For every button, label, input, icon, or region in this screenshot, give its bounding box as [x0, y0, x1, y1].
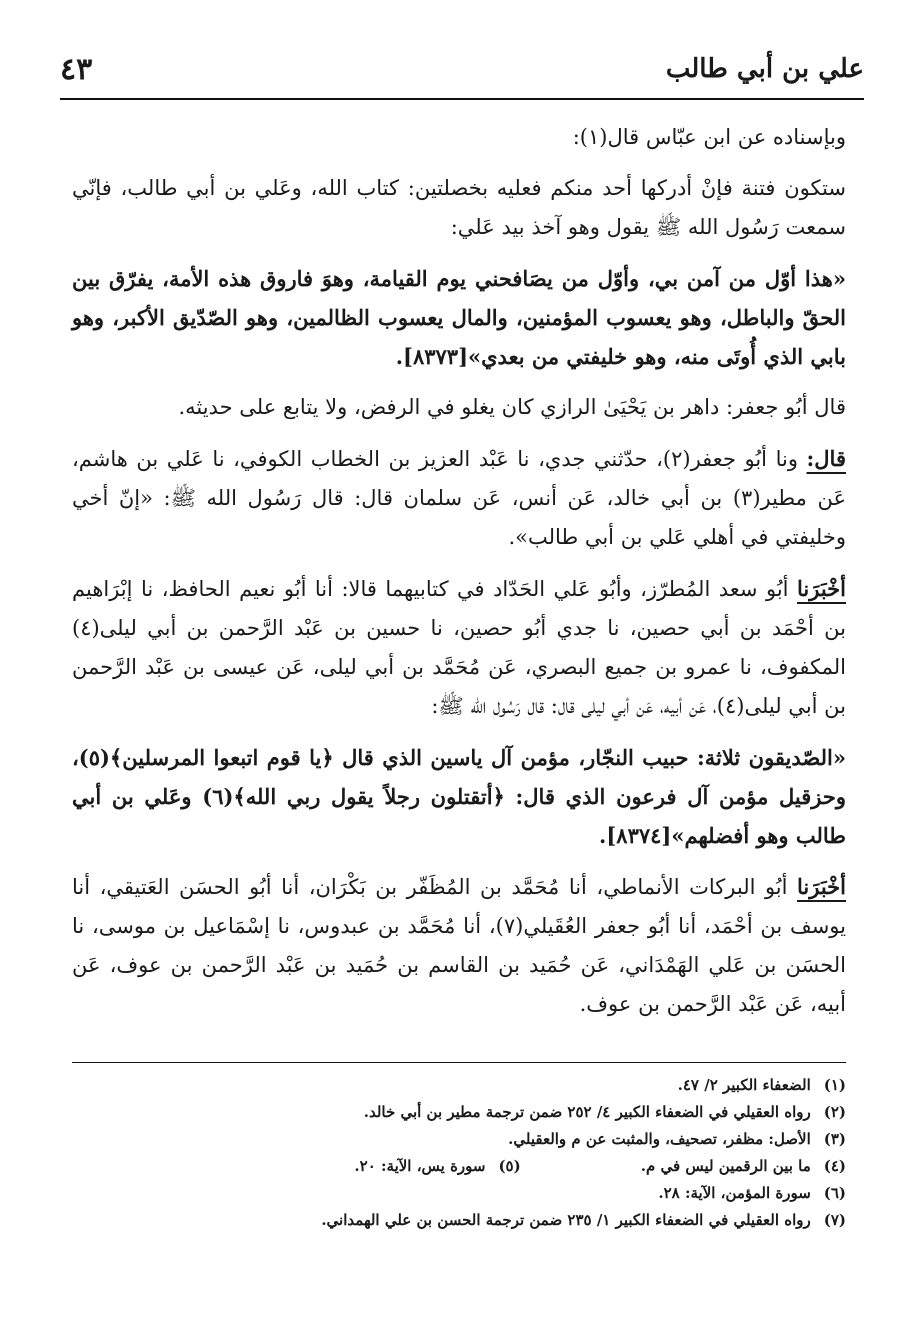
isnad-paragraph: أخْبَرَنا أبُو البركات الأنماطي، أنا مُحَمَّد بن المُظَفّر بن بَكْرَان، أنا أبُو الحسَن العَتيقي، أنا يوسف بن أحْمَد، أنا أبُو جعفر العُقَيلي(٧)، أنا مُحَمَّد بن عبدوس، نا إسْمَاعيل بن موسى، نا الحسَن بن عَلي الهَمْدَاني، عَن حُمَيد بن القاسم بن حُمَيد بن عَبْد الرَّحمن بن عوف، عَن أبيه، عَن عَبْد الرَّحمن بن عوف.: [72, 874, 846, 1016]
paragraph: وبإسناده عن ابن عبّاس قال(١):: [572, 125, 846, 149]
paragraph: قال أبُو جعفر: داهر بن يَحْيَىٰ الرازي كان يغلو في الرفض، ولا يتابع على حديثه.: [178, 395, 846, 419]
hadith-text: «هذا أوّل من آمن بي، وأوّل من يصَافحني يوم القيامة، وهوَ فاروق هذه الأمة، يفرّق بين الحقّ والباطل، وهو يعسوب المؤمنين، والمال يعسوب الظالمين، وهو الصّدّيق الأكبر، وهو بابي الذي أُوتَى منه، وهو خليفتي من بعدي»[٨٣٧٣].: [72, 266, 846, 369]
paragraph: ستكون فتنة فإنْ أدركها أحد منكم فعليه بخصلتين: كتاب الله، وعَلي بن أبي طالب، فإنّي سمعت رَسُول الله ﷺ يقول وهو آخذ بيد عَلي:: [72, 176, 846, 239]
footnote-rule: [72, 1062, 846, 1063]
lead-keyword: أخْبَرَنا: [797, 874, 846, 899]
footnotes: [72, 1072, 846, 1234]
page-number: ٤٣: [60, 52, 93, 87]
footnote: (٧) رواه العقيلي في الضعفاء الكبير ١/ ٢٣٥ ضمن ترجمة الحسن بن علي الهمداني.: [321, 1211, 846, 1229]
footnote: (٣) الأصل: مظفر، تصحيف، والمثبت عن م والعقيلي.: [508, 1130, 846, 1148]
hadith-text: «الصّديقون ثلاثة: حبيب النجّار، مؤمن آل ياسين الذي قال ﴿يا قوم اتبعوا المرسلين﴾(٥)، وحزقيل مؤمن آل فرعون الذي قال: ﴿أتقتلون رجلاً يقول ربي الله﴾(٦) وعَلي بن أبي طالب وهو أفضلهم»[٨٣٧٤].: [72, 745, 847, 848]
page-header: [60, 44, 864, 100]
isnad-paragraph: قال: ونا أبُو جعفر(٢)، حدّثني جدي، نا عَبْد العزيز بن الخطاب الكوفي، نا عَلي بن هاشم، عَن مطير(٣) بن أبي خالد، عَن أنس، عَن سلمان قال: قال رَسُول الله ﷺ: «إنّ أخي وخليفتي في أهلي عَلي بن أبي طالب».: [72, 446, 846, 549]
header-rule: [60, 98, 864, 100]
footnote: (٢) رواه العقيلي في الضعفاء الكبير ٤/ ٢٥٢ ضمن ترجمة مطير بن أبي خالد.: [363, 1103, 846, 1121]
main-text: [72, 118, 846, 1036]
footnote: (٦) سورة المؤمن، الآية: ٢٨.: [658, 1184, 846, 1202]
footnote-row: [72, 1153, 846, 1180]
lead-keyword: قال:: [806, 446, 846, 471]
running-title: علي بن أبي طالب: [665, 54, 864, 84]
footnote: (٤) ما بين الرقمين ليس في م.: [640, 1157, 846, 1175]
footnote: (١) الضعفاء الكبير ٢/ ٤٧.: [677, 1076, 846, 1094]
footnote: (٥) سورة يس، الآية: ٢٠.: [354, 1157, 521, 1175]
lead-keyword: أخْبَرَنا: [797, 576, 846, 601]
isnad-paragraph: أخْبَرَنا أبُو سعد المُطرّز، وأبُو عَلي الحَدّاد في كتابيهما قالا: أنا أبُو نعيم الحافظ، نا إبْرَاهيم بن أحْمَد بن أبي حصين، نا جدي أبُو حصين، نا حسين بن عَبْد الرَّحمن بن أبي ليلى(٤) المكفوف، نا عمرو بن جميع البصري، عَن مُحَمَّد بن أبي ليلى، عَن عيسى بن عَبْد الرَّحمن بن أبي ليلى(٤)، عَن أبيه، عَن أبي ليلى قال: قال رَسُول الله ﷺ:: [72, 576, 846, 718]
